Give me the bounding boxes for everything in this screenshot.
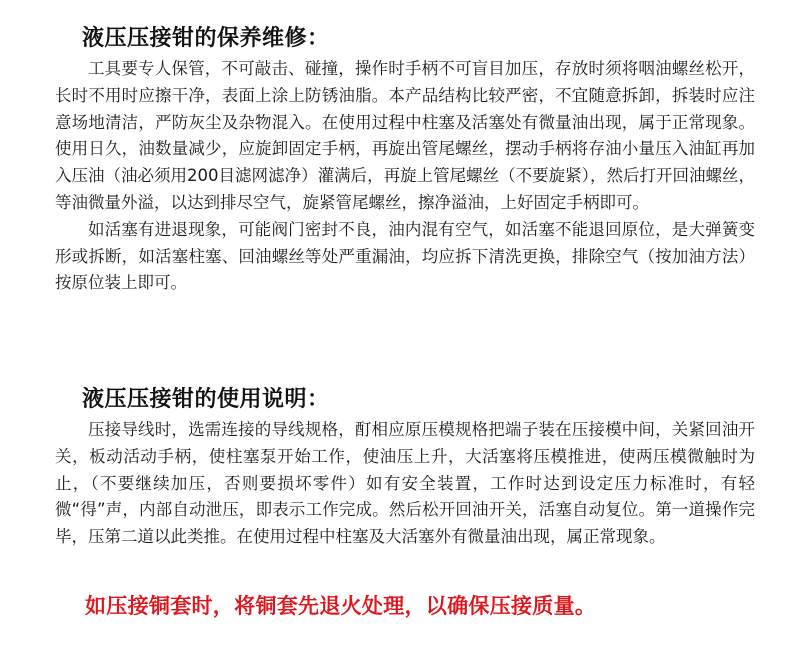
maintenance-paragraph: 如活塞有进退现象，可能阀门密封不良，油内混有空气，如活塞不能退回原位，是大弹簧变形或拆断，如活塞柱塞、回油螺丝等处严重漏油，均应拆下清洗更换，排除空气（按加油方法）按原位装上即可。 xyxy=(55,219,755,293)
maintenance-heading: 液压压接钳的保养维修： xyxy=(82,26,330,51)
usage-section xyxy=(55,383,755,551)
usage-paragraph: 压接导线时，选需连接的导线规格，酊相应原压模规格把端子装在压接模中间，关紧回油开关，板动活动手柄，使柱塞泵开始工作，使油压上升，大活塞将压模推进，使两压模微触时为止，（不要继续加压，否则要损坏零件）如有安全装置，工作时达到设定压力标准时，有轻微“得”声，内部自动泄压，即表示工作完成。然后松开回油开关，活塞自动复位。第一道操作完毕，压第二道以此类推。在使用过程中柱塞及大活塞外有微量油出现，属正常现象。 xyxy=(55,420,755,547)
usage-heading: 液压压接钳的使用说明： xyxy=(82,387,330,412)
maintenance-section xyxy=(55,22,755,297)
maintenance-paragraph: 工具要专人保管，不可敲击、碰撞，操作时手柄不可盲目加压，存放时须将咽油螺丝松开，长时不用时应擦干净，表面上涂上防锈油脂。本产品结构比较严密，不宜随意拆卸，拆装时应注意场地清洁，严防灰尘及杂物混入。在使用过程中柱塞及活塞处有微量油出现，属于正常现象。使用日久，油数量减少，应旋卸固定手柄，再旋出管尾螺丝，摆动手柄将存油小量压入油缸再加入压油（油必须用200目滤网滤净）灌满后，再旋上管尾螺丝（不要旋紧），然后打开回油螺丝，等油微量外溢，以达到排尽空气，旋紧管尾螺丝，擦净溢油，上好固定手柄即可。 xyxy=(55,59,755,212)
copper-sleeve-notice: 如压接铜套时，将铜套先退火处理，以确保压接质量。 xyxy=(85,594,597,618)
